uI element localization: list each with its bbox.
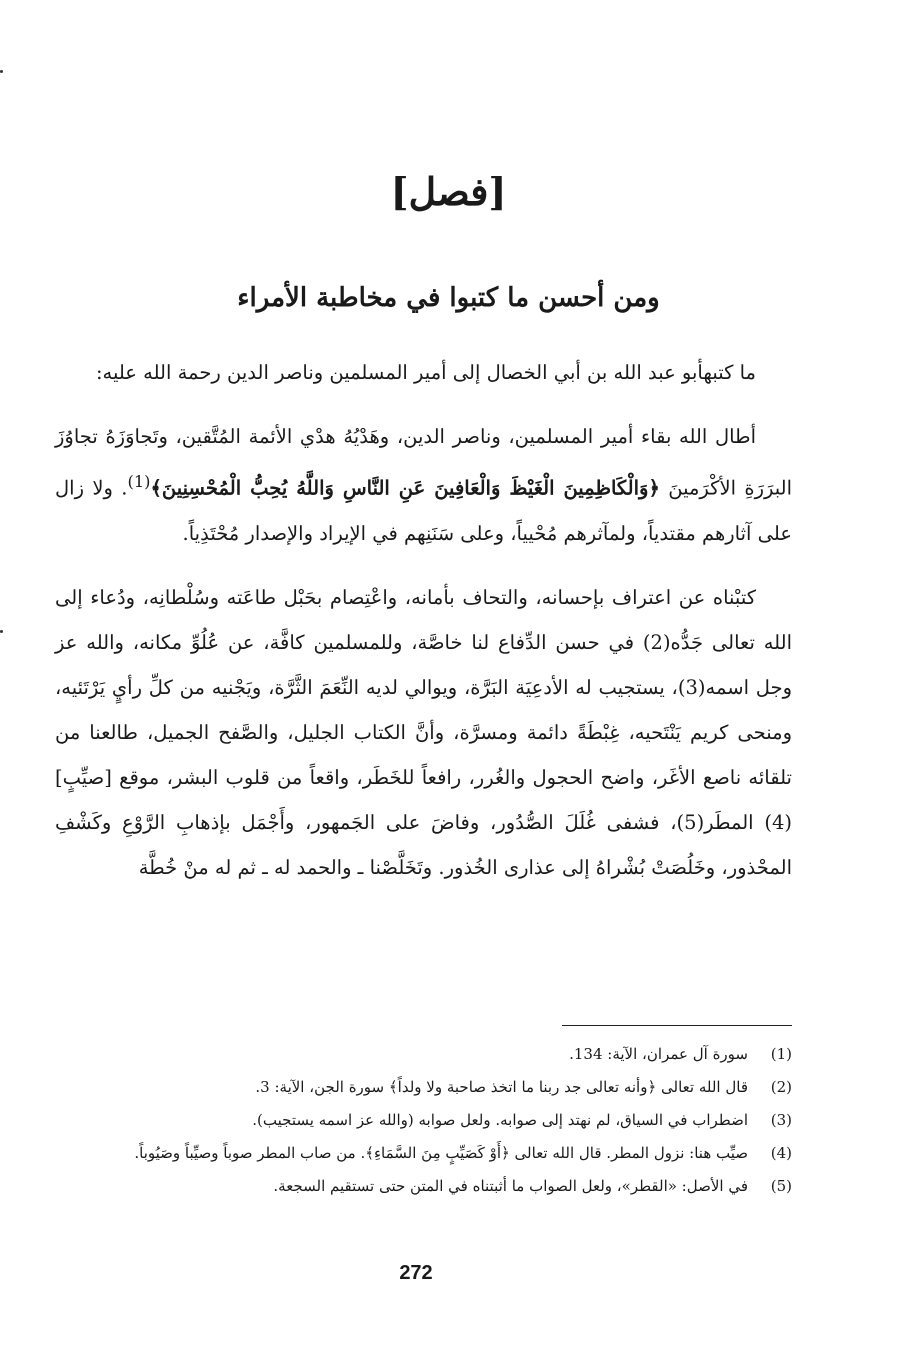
footnote — [55, 1040, 792, 1069]
intro-paragraph: ما كتبهأبو عبد الله بن أبي الخصال إلى أمير المسلمين وناصر الدين رحمة الله عليه: — [95, 361, 756, 384]
footnote — [55, 1139, 792, 1168]
footnote-number: (4) — [770, 1144, 792, 1162]
footnote-number: (3) — [770, 1111, 792, 1129]
paragraph-1-before: أطال الله بقاء أمير المسلمين، وناصر الدين، وهَدْيُهُ هدْي الأئمة المُتَّقين، وتَجاوَزَهُ تجاوُزَ البرَرَةِ الأكْرَمينَ — [55, 425, 792, 500]
quran-verse: ﴿وَالْكَاظِمِينَ الْغَيْظَ وَالْعَافِينَ عَنِ النَّاسِ وَاللَّهُ يُحِبُّ الْمُحْسِنِينَ﴾ — [150, 476, 660, 500]
section-title: [فصل] — [390, 169, 507, 214]
footnote-text: في الأصل: «القطر»، ولعل الصواب ما أثبتناه في المتن حتى تستقيم السجعة. — [273, 1177, 748, 1195]
main-text — [55, 350, 792, 909]
margin-mark — [0, 70, 3, 73]
footnote-number: (2) — [770, 1078, 792, 1096]
footnote-divider — [562, 1025, 792, 1026]
page-number: 272 — [399, 1262, 433, 1284]
footnote-number: (1) — [770, 1045, 792, 1063]
footnote-ref: (1) — [127, 472, 151, 491]
subtitle: ومن أحسن ما كتبوا في مخاطبة الأمراء — [237, 283, 660, 313]
footnote-text: صيِّب هنا: نزول المطر. قال الله تعالى ﴿أَوْ كَصَيِّبٍ مِنَ السَّمَاءِ﴾. من صاب المطر صوباً وصيِّباً وصَيُوباً. — [134, 1144, 748, 1162]
footnote — [55, 1073, 792, 1102]
footnote-text: قال الله تعالى ﴿وأنه تعالى جد ربنا ما اتخذ صاحبة ولا ولداً﴾ سورة الجن، الآية: 3. — [255, 1078, 748, 1096]
footnote-number: (5) — [770, 1177, 792, 1195]
footnote — [55, 1106, 792, 1135]
footnote-text: اضطراب في السياق، لم نهتد إلى صوابه. ولعل صوابه (والله عز اسمه يستجيب). — [252, 1111, 748, 1129]
footnote — [55, 1172, 792, 1201]
paragraph-2: كتبْناه عن اعتراف بإحسانه، والتحاف بأمانه، واعْتِصام بحَبْل طاعَته وسُلْطانِه، ودُعاء إلى الله تعالى جَدُّه(2) في حسن الدِّفاع لنا خاصَّة، وللمسلمين كافَّة، عن عُلُوِّ مكانه، والله عز وجل اسمه(3)، يستجيب له الأدعِيَة البَرَّة، ويوالي لديه النِّعَمَ الثَّرَّة، ويَجْنيه من كلِّ رأيٍ يَرْتَئيه، ومنحى كريم يَنْتَحيه، غِبْطَةً دائمة ومسرَّة، وأنَّ الكتاب الجليل، والصَّفح الجميل، طالعنا من تلقائه ناصع الأغَر، واضح الحجول والغُرر، رافعاً للخَطَر، واقعاً من قلوب البشر، موقع [صيِّبٍ](4) المطَر(5)، فشفى غُلَلَ الصُّدُور، وفاضَ على الجَمهور، وأَجْمَل بإذهابِ الرَّوْعِ وكَشْفِ المحْذور، وخَلُصَتْ بُشْراهُ إلى عذارى الخُذور. وتَخَلَّصْنا ـ والحمد له ـ ثم له منْ خُطَّة — [55, 585, 793, 879]
paragraph-1 — [55, 414, 792, 556]
margin-mark — [0, 630, 3, 633]
paragraph-1-after: . ولا زال على آثارهم مقتدياً، ولمآثرهم مُحْيياً، وعلى سَنَنِهم في الإيراد والإصدار مُحْتَذِياً. — [55, 476, 792, 545]
footnotes — [55, 1040, 792, 1205]
footnote-text: سورة آل عمران، الآية: 134. — [569, 1045, 748, 1063]
